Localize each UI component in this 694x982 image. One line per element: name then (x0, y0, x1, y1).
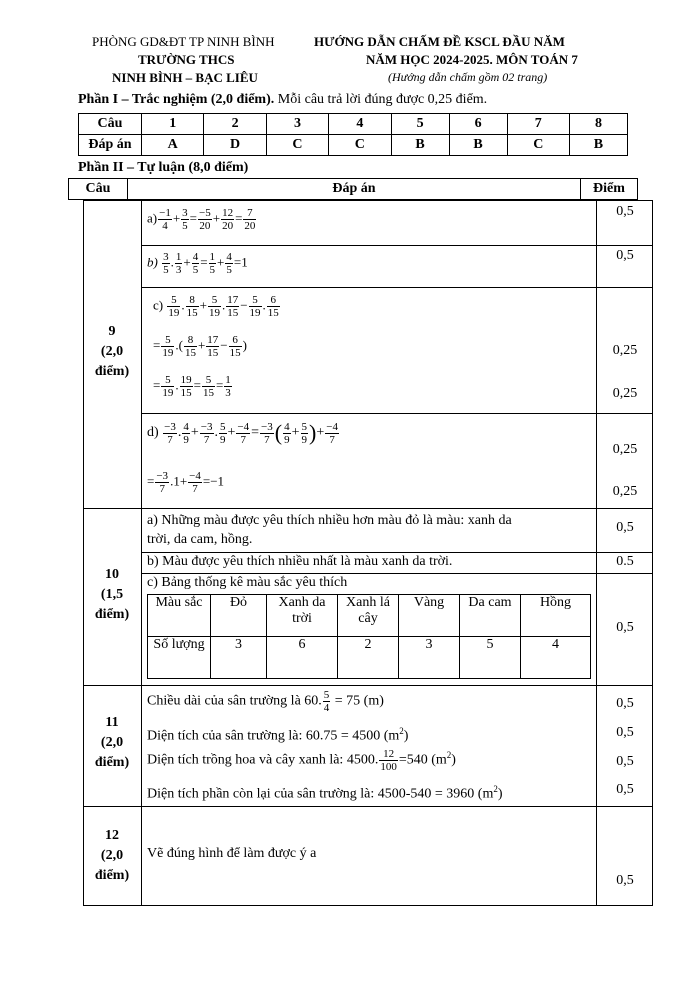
q10c-score: 0,5 (616, 620, 634, 635)
color-do: Đỏ (211, 595, 267, 637)
q10a-line1: a) Những màu được yêu thích nhiều hơn màu đỏ là màu: xanh da (147, 513, 512, 528)
q9a-expression: a) $\frac{-1}{4}$ + $\frac{3}{5}$ = $\frac{-5}{20}$ + $\frac{12}{20}$ = $\frac{7}{20}$ (147, 207, 256, 232)
doc-year-subject: NĂM HỌC 2024-2025. MÔN TOÁN 7 (366, 52, 578, 67)
q10-points-unit: điểm) (94, 607, 130, 622)
multiple-choice-table (78, 113, 628, 156)
mc-question-row (79, 114, 628, 135)
q9c-line2: = $\frac{5}{19}$ .( $\frac{8}{15}$ + $\frac{17}{15}$ − $\frac{6}{15}$ ) (153, 334, 247, 359)
mc-a2: D (204, 135, 266, 156)
q11-line3-end: =540 (m (398, 752, 447, 768)
col-cau-header: Câu (85, 181, 111, 196)
col-diem-header: Điểm (593, 181, 625, 196)
q12-text: Vẽ đúng hình để làm được ý a (147, 846, 317, 861)
q9b-expression: b) $\frac{3}{5}$ . $\frac{1}{3}$ + $\frac{4}{5}$ = $\frac{1}{5}$ + $\frac{4}{5}$ =1 (147, 251, 248, 276)
q11-line3-text: Diện tích trồng hoa và cây xanh là: 4500. (147, 752, 379, 768)
q11-label (83, 713, 141, 773)
mc-a3: C (266, 135, 328, 156)
q9d-line1: d) $\frac{-3}{7}$ . $\frac{4}{9}$ + $\frac{-3}{7}$ . $\frac{5}{9}$ + $\frac{-4}{7}$ = $\frac{-3}{7}$ ( $\frac{4}{9}$ + $\frac{5}{9}$ )+ $\frac{-4}{7}$ (147, 420, 338, 446)
q9d-score1: 0,25 (612, 442, 638, 457)
part1-title-rest: Mỗi câu trả lời đúng được 0,25 điểm. (274, 92, 488, 107)
q10a-line2: trời, da cam, hồng. (147, 532, 253, 547)
mc-a5: B (391, 135, 449, 156)
q11-score1: 0,5 (616, 696, 634, 711)
q9-number: 9 (108, 324, 116, 339)
q12-points: (2,0 (100, 848, 124, 863)
count-hong: 4 (521, 637, 591, 679)
color-vang: Vàng (399, 595, 460, 637)
mc-a8: B (569, 135, 627, 156)
school-type: TRƯỜNG THCS (138, 52, 235, 67)
q11-points: (2,0 (100, 735, 124, 750)
color-row (148, 595, 591, 637)
mc-q2: 2 (204, 114, 266, 135)
part1-title-bold: Phần I – Trắc nghiệm (2,0 điểm). (78, 92, 275, 107)
divider (596, 200, 597, 906)
q11-number: 11 (105, 715, 119, 730)
q11-line4-close: ) (497, 786, 503, 802)
color-hong: Hồng (521, 595, 591, 637)
q9c-score2: 0,25 (612, 386, 638, 401)
q9a-prefix: a) (147, 210, 158, 226)
count-row (148, 637, 591, 679)
q11-line2-close: ) (403, 728, 409, 744)
mc-q4: 4 (329, 114, 391, 135)
doc-page-note: (Hướng dẫn chấm gồm 02 trang) (388, 70, 548, 84)
q9b-prefix: b) (147, 254, 158, 270)
q10c-text: c) Bảng thống kê màu sắc yêu thích (147, 575, 348, 590)
divider (141, 573, 653, 574)
count-do: 3 (211, 637, 267, 679)
col-dapan-header: Đáp án (332, 181, 376, 196)
q11-line4-text: Diện tích phần còn lại của sân trường là: 4500-540 = 3960 (m (147, 786, 494, 802)
count-header-cell: Số lượng (148, 637, 211, 679)
divider (141, 413, 653, 414)
q11-line3-sup: 2 (446, 750, 452, 761)
q9-label (83, 322, 141, 382)
q11-score4: 0,5 (616, 782, 634, 797)
color-xanh-la-cay: Xanh lá cây (338, 595, 399, 637)
mc-question-label: Câu (79, 114, 142, 135)
mc-q8: 8 (569, 114, 627, 135)
mc-q3: 3 (266, 114, 328, 135)
q11-line4-sup: 2 (493, 784, 498, 794)
q10a-score: 0,5 (616, 520, 634, 535)
q11-line3: Diện tích trồng hoa và cây xanh là: 4500. $\frac{12}{100}$ =540 $(m^2)$ (147, 748, 456, 773)
q11-points-unit: điểm) (94, 755, 130, 770)
q12-label (83, 826, 141, 886)
mc-q7: 7 (507, 114, 569, 135)
mc-q6: 6 (449, 114, 507, 135)
q9b-score: 0,5 (616, 248, 634, 263)
q10-points: (1,5 (100, 587, 124, 602)
count-da-cam: 5 (460, 637, 521, 679)
mc-a6: B (449, 135, 507, 156)
q10a-text (147, 511, 512, 549)
q9d-line2: = $\frac{-3}{7}$ .1+ $\frac{-4}{7}$ =−1 (147, 470, 225, 495)
q11-score3: 0,5 (616, 754, 634, 769)
mc-a1: A (142, 135, 204, 156)
mc-a7: C (507, 135, 569, 156)
divider (141, 245, 653, 246)
mc-answer-label: Đáp án (79, 135, 142, 156)
count-xanh-da-troi: 6 (267, 637, 338, 679)
mc-answer-row (79, 135, 628, 156)
q12-points-unit: điểm) (94, 868, 130, 883)
color-stats-table (147, 594, 591, 679)
color-da-cam: Da cam (460, 595, 521, 637)
q9a-score: 0,5 (616, 204, 634, 219)
divider (83, 685, 653, 686)
q11-line1: Chiều dài của sân trường là 60. $\frac{5}{4}$ = 75 (m) (147, 689, 384, 714)
q11-line1-text: Chiều dài của sân trường là 60. (147, 693, 322, 709)
doc-title: HƯỚNG DẪN CHẤM ĐỀ KSCL ĐẦU NĂM (314, 34, 565, 49)
q12-number: 12 (105, 828, 119, 843)
q11-score2: 0,5 (616, 725, 634, 740)
q9c-score1: 0,25 (612, 343, 638, 358)
part2-title: Phần II – Tự luận (8,0 điểm) (78, 160, 249, 175)
q10b-score: 0.5 (616, 554, 634, 569)
q12-score: 0,5 (616, 873, 634, 888)
q11-line2 (147, 726, 408, 745)
color-xanh-da-troi: Xanh da trời (267, 595, 338, 637)
mc-q1: 1 (142, 114, 204, 135)
q9d-score2: 0,25 (612, 484, 638, 499)
q11-line2-text: Diện tích của sân trường là: 60.75 = 4500 (m (147, 728, 400, 744)
divider (83, 806, 653, 807)
mc-q5: 5 (391, 114, 449, 135)
q11-line4 (147, 784, 503, 803)
q11-line1-end: = 75 (m) (331, 693, 384, 709)
mc-a4: C (329, 135, 391, 156)
q10b-text: b) Màu được yêu thích nhiều nhất là màu xanh da trời. (147, 554, 453, 569)
count-xanh-la-cay: 2 (338, 637, 399, 679)
q9c-line1: c) $\frac{5}{19}$ . $\frac{8}{15}$ + $\frac{5}{19}$ . $\frac{17}{15}$ − $\frac{5}{19}$ . $\frac{6}{15}$ (153, 294, 279, 319)
count-vang: 3 (399, 637, 460, 679)
school-name: NINH BÌNH – BẠC LIÊU (112, 70, 258, 85)
color-header-cell: Màu sắc (148, 595, 211, 637)
divider (83, 508, 653, 509)
divider (141, 552, 653, 553)
q11-line3-close: ) (451, 752, 456, 768)
q10-label (83, 565, 141, 625)
q9c-line3: = $\frac{5}{19}$ . $\frac{19}{15}$ = $\frac{5}{15}$ = $\frac{1}{3}$ (153, 374, 231, 399)
q9-points-unit: điểm) (94, 364, 130, 379)
divider (141, 200, 142, 906)
q9d-prefix: d) (147, 425, 159, 441)
school-department: PHÒNG GD&ĐT TP NINH BÌNH (92, 34, 275, 49)
part2-header-row (68, 178, 638, 200)
q10-number: 10 (105, 567, 119, 582)
divider (141, 287, 653, 288)
q9c-prefix: c) (153, 297, 164, 313)
q9-points: (2,0 (100, 344, 124, 359)
part1-title (78, 92, 487, 108)
q11-line2-sup: 2 (399, 726, 404, 736)
